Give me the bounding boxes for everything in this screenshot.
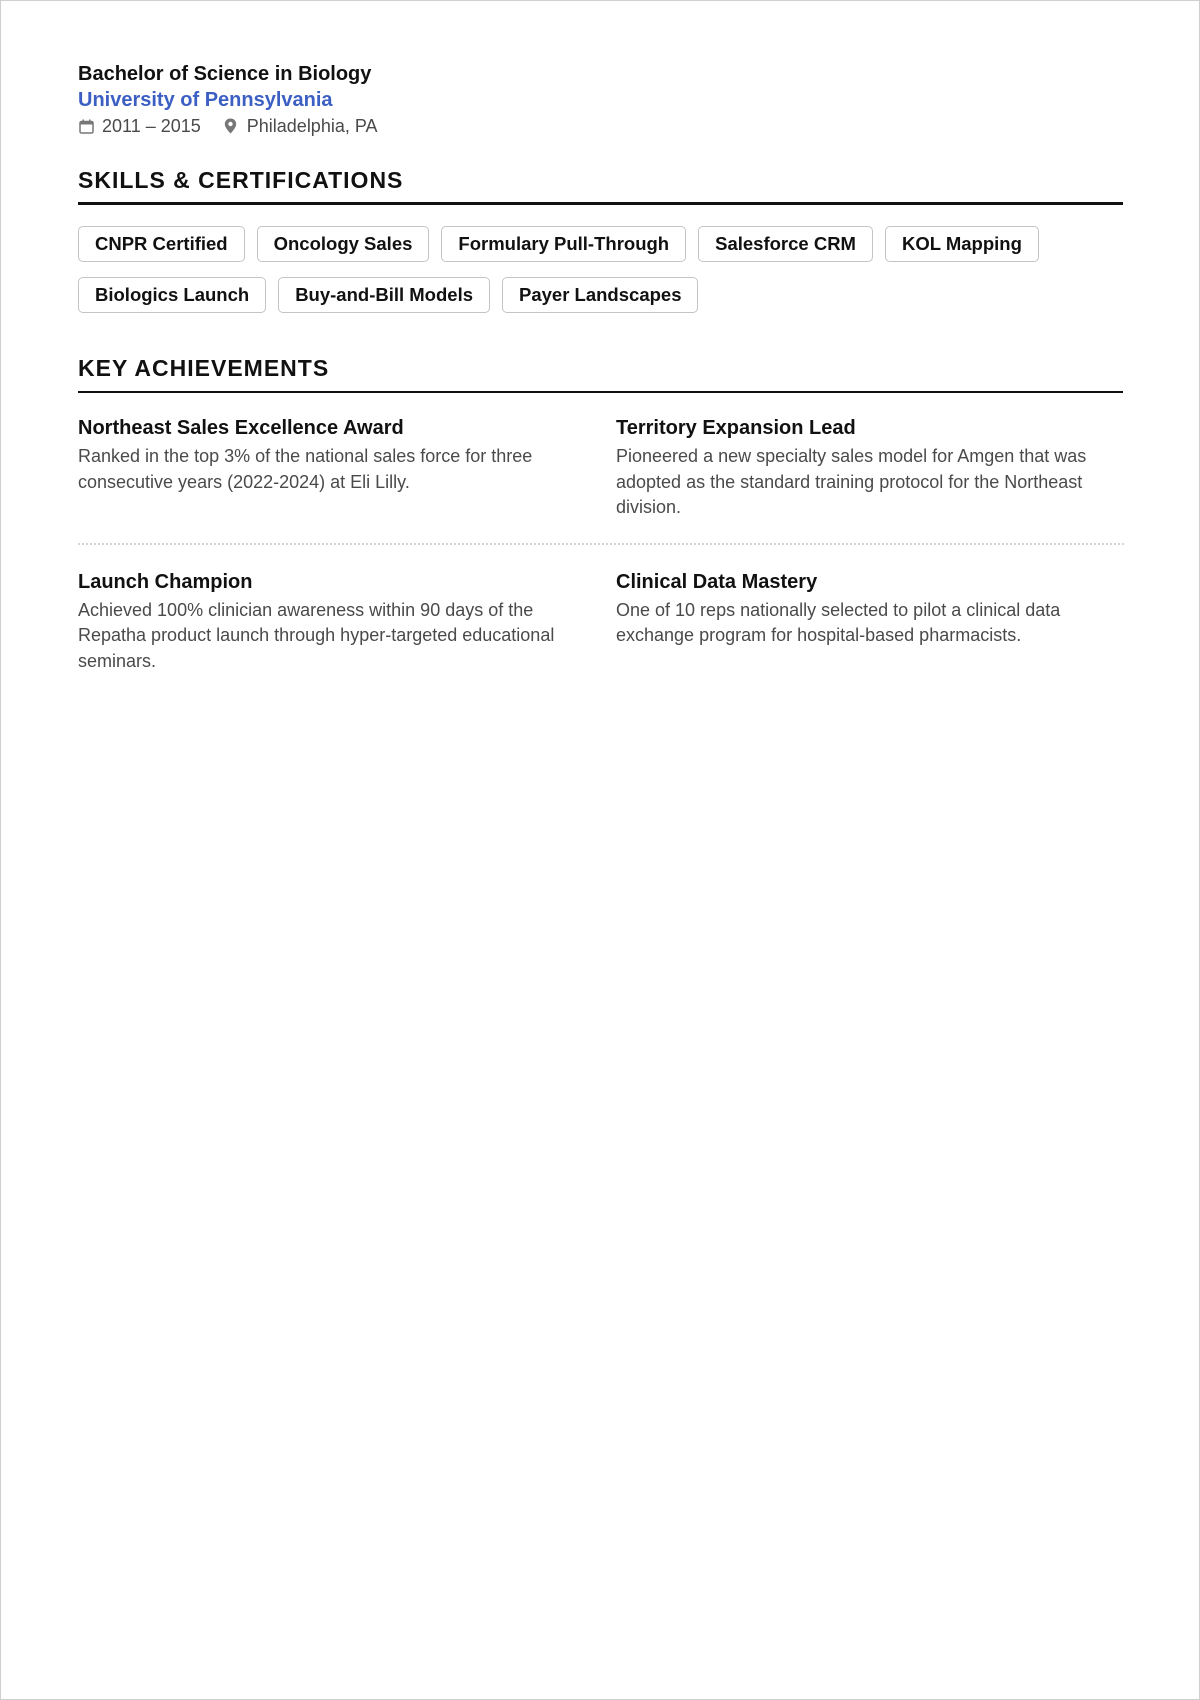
skills-section-title: SKILLS & CERTIFICATIONS: [78, 166, 1123, 205]
achievement-title: Northeast Sales Excellence Award: [78, 417, 404, 439]
achievement-title: Territory Expansion Lead: [616, 417, 856, 439]
skills-chip-list: [78, 226, 1078, 328]
education-dates: [78, 115, 201, 137]
calendar-icon: [78, 118, 94, 134]
achievement-description: Ranked in the top 3% of the national sales force for three consecutive years (2022-2024) at Eli Lilly.: [78, 446, 533, 492]
achievement-title: Launch Champion: [78, 570, 253, 593]
achievement-item: [616, 415, 1124, 543]
achievement-description: Achieved 100% clinician awareness within 90 days of the Repatha product launch through hyper-targeted educational seminars.: [78, 599, 555, 671]
education-school: University of Pennsylvania: [78, 89, 333, 111]
education-degree: Bachelor of Science in Biology: [78, 63, 372, 85]
achievement-item: [78, 569, 562, 697]
skill-chip: Formulary Pull-Through: [441, 226, 686, 262]
skill-chip: Oncology Sales: [257, 226, 430, 262]
map-pin-icon: [223, 118, 239, 134]
skill-chip: Buy-and-Bill Models: [278, 277, 490, 313]
achievements-section-title: KEY ACHIEVEMENTS: [78, 354, 1123, 393]
achievement-description: Pioneered a new specialty sales model for Amgen that was adopted as the standard training protocol for the Northeast division.: [616, 446, 1087, 517]
achievement-item: [78, 415, 562, 543]
education-entry: [78, 61, 1123, 137]
education-meta: [78, 115, 1123, 137]
achievements-grid: [78, 415, 1124, 696]
achievements-divider: [78, 543, 1124, 545]
achievement-item: [616, 569, 1124, 697]
skill-chip: KOL Mapping: [885, 226, 1039, 262]
education-location-text: Philadelphia, PA: [246, 116, 378, 136]
achievement-description: One of 10 reps nationally selected to pilot a clinical data exchange program for hospital-based pharmacists.: [616, 599, 1061, 645]
skill-chip: Biologics Launch: [78, 277, 266, 313]
education-location: [223, 115, 378, 137]
skill-chip: Payer Landscapes: [502, 277, 698, 313]
achievement-title: Clinical Data Mastery: [616, 570, 818, 593]
skill-chip: Salesforce CRM: [698, 226, 873, 262]
education-dates-text: 2011 – 2015: [102, 116, 201, 136]
skill-chip: CNPR Certified: [78, 226, 245, 262]
